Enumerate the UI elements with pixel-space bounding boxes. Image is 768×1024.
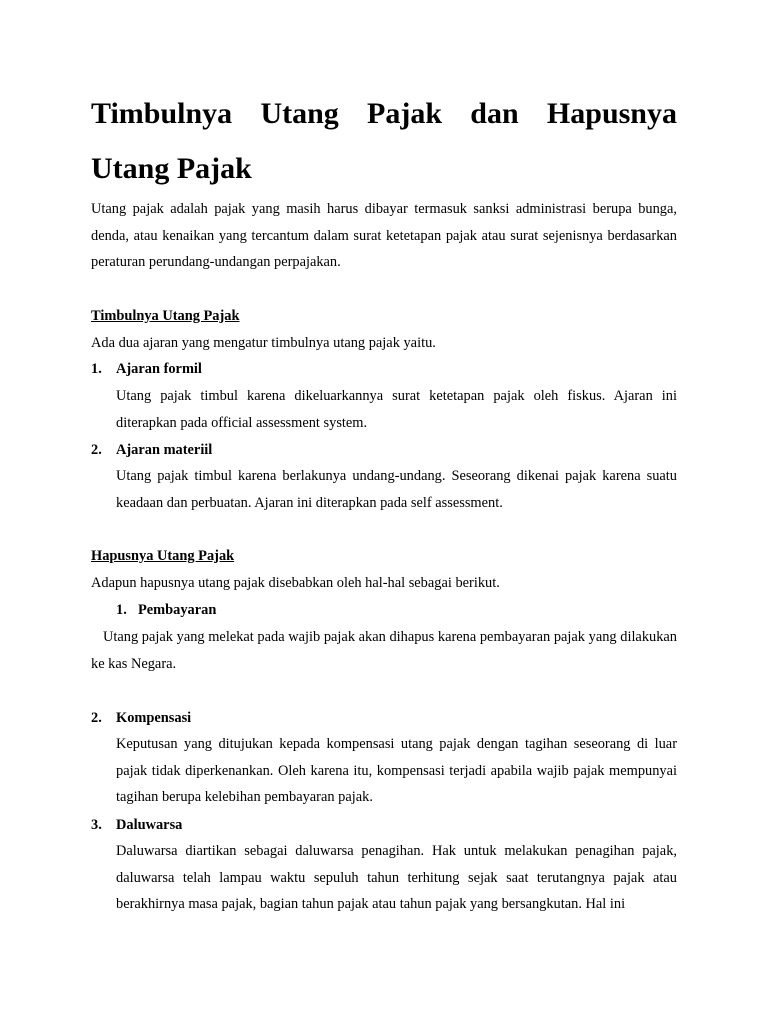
section-lead-hapusnya: Adapun hapusnya utang pajak disebabkan oleh hal-hal sebagai berikut. <box>91 575 500 591</box>
list-item-text-pembayaran: Utang pajak yang melekat pada wajib pajak akan dihapus karena pembayaran pajak yang dilakukan ke kas Negara. <box>91 629 677 672</box>
list-item-label-kompensasi: Kompensasi <box>116 710 192 726</box>
list-item-label-ajaran-formil: Ajaran formil <box>116 361 202 377</box>
list-number: 1. <box>116 602 127 618</box>
document-title: Timbulnya Utang Pajak dan Hapusnya Utang Pajak <box>91 97 677 185</box>
section-heading-timbulnya: Timbulnya Utang Pajak <box>91 308 240 324</box>
list-item-label-daluwarsa: Daluwarsa <box>116 817 183 833</box>
intro-paragraph: Utang pajak adalah pajak yang masih harus dibayar termasuk sanksi administrasi berupa bunga, denda, atau kenaikan yang tercantum dalam surat ketetapan pajak atau surat sejenisnya berdasarkan peraturan perundang-undangan perpajakan. <box>91 201 677 271</box>
section-lead-timbulnya: Ada dua ajaran yang mengatur timbulnya utang pajak yaitu. <box>91 335 436 351</box>
list-number: 2. <box>91 710 102 726</box>
list-number: 1. <box>91 361 102 377</box>
list-item-label-pembayaran: Pembayaran <box>138 602 217 618</box>
list-number: 2. <box>91 442 102 458</box>
list-item-text-ajaran-materiil: Utang pajak timbul karena berlakunya undang-undang. Seseorang dikenai pajak karena suatu keadaan dan perbuatan. Ajaran ini diterapkan pada self assessment. <box>116 468 677 511</box>
section-heading-hapusnya: Hapusnya Utang Pajak <box>91 548 235 564</box>
list-item-text-kompensasi: Keputusan yang ditujukan kepada kompensasi utang pajak dengan tagihan seseorang di luar pajak tidak diperkenankan. Oleh karena itu, kompensasi terjadi apabila wajib pajak mempunyai tagihan berupa kelebihan pembayaran pajak. <box>116 736 677 806</box>
list-item-label-ajaran-materiil: Ajaran materiil <box>116 442 213 458</box>
list-item-text-daluwarsa: Daluwarsa diartikan sebagai daluwarsa penagihan. Hak untuk melakukan penagihan pajak, daluwarsa telah lampau waktu sepuluh tahun terhitung sejak saat terutangnya pajak atau berakhirnya masa pajak, bagian tahun pajak atau tahun pajak yang bersangkutan. Hal ini <box>116 843 677 913</box>
list-number: 3. <box>91 817 102 833</box>
list-item-text-ajaran-formil: Utang pajak timbul karena dikeluarkannya surat ketetapan pajak oleh fiskus. Ajaran ini diterapkan pada official assessment system. <box>116 388 677 431</box>
